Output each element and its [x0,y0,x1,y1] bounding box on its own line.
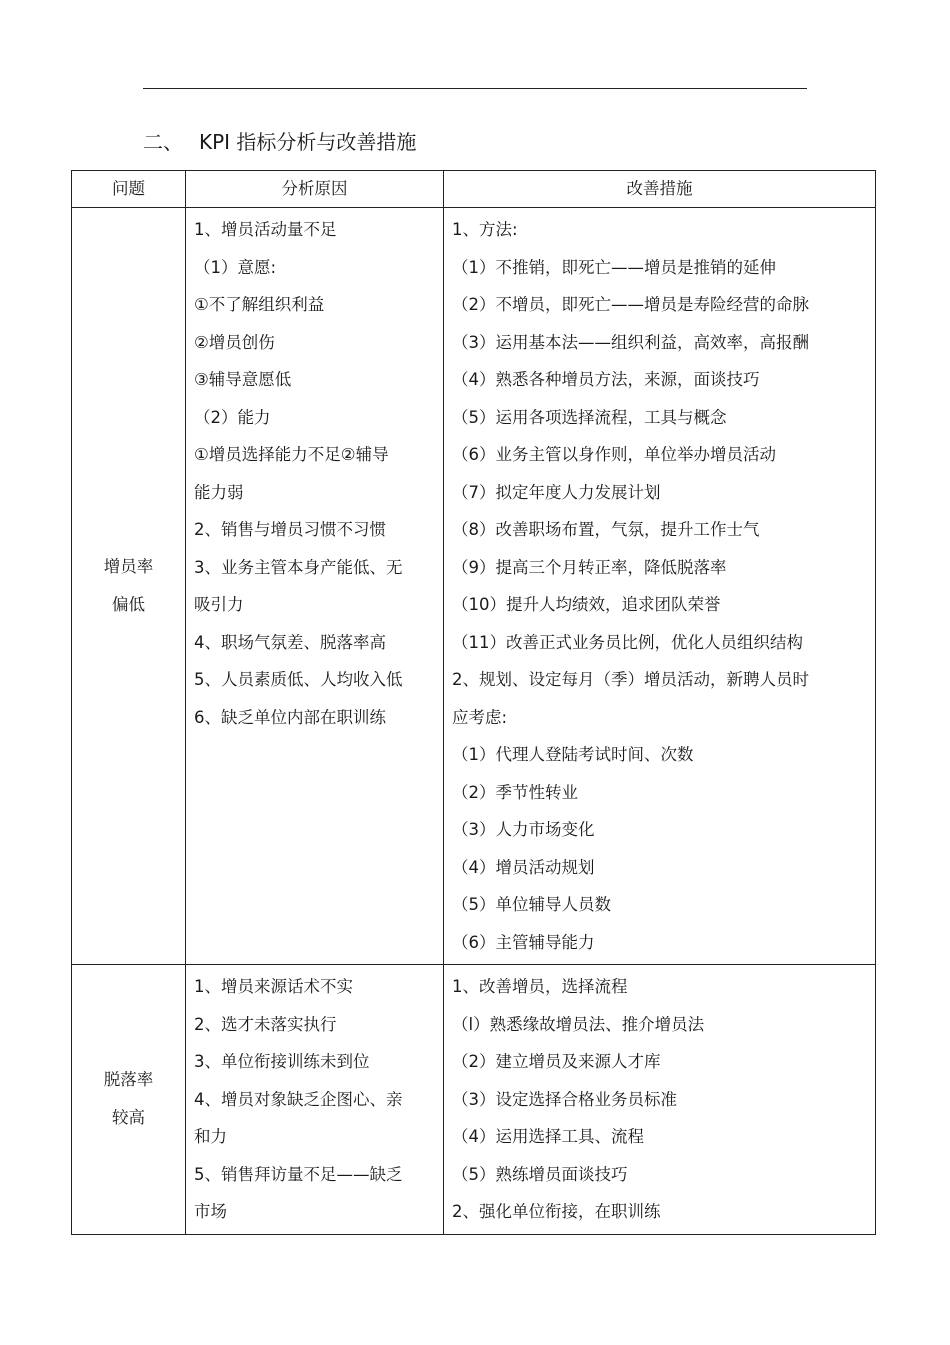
issue-cell [72,965,186,1235]
analysis-line: 吸引力 [194,595,244,614]
measure-line: （5）运用各项选择流程，工具与概念 [452,407,727,427]
measure-line: （1）代理人登陆考试时间、次数 [452,745,694,764]
analysis-line: 4、增员对象缺乏企图心、亲 [194,1089,403,1109]
table-body [72,208,876,1235]
table-row [72,965,876,1235]
analysis-line: ②增员创伤 [194,332,275,352]
analysis-line: 3、单位衔接训练未到位 [194,1052,370,1071]
header-issue: 问题 [72,171,186,208]
table-header-row [72,171,876,208]
measure-line: （4）运用选择工具、流程 [452,1127,644,1146]
measure-line: （11）改善正式业务员比例，优化人员组织结构 [452,632,803,652]
measure-line: （3）运用基本法——组织利益，高效率，高报酬 [452,332,809,352]
measure-line: （6）业务主管以身作则，单位举办增员活动 [452,445,776,464]
analysis-line: 6、缺乏单位内部在职训练 [194,707,386,727]
measure-line: （3）设定选择合格业务员标准 [452,1089,677,1109]
analysis-line: 市场 [194,1202,227,1221]
analysis-cell [186,208,444,965]
measure-line: （2）建立增员及来源人才库 [452,1052,661,1071]
measure-line: 2、强化单位衔接，在职训练 [452,1202,661,1221]
issue-label: 较高 [112,1108,145,1128]
analysis-line: ①增员选择能力不足②辅导 [194,445,389,464]
analysis-line: 4、职场气氛差、脱落率高 [194,632,386,652]
measure-line: （4）熟悉各种增员方法，来源，面谈技巧 [452,370,760,389]
analysis-line: 和力 [194,1127,227,1146]
measure-line: （2）季节性转业 [452,782,578,802]
analysis-line: ①不了解组织利益 [194,295,325,314]
analysis-line: 能力弱 [194,482,244,502]
analysis-line: 1、增员活动量不足 [194,220,337,239]
analysis-line: 5、销售拜访量不足——缺乏 [194,1164,403,1184]
measure-line: 应考虑: [452,707,508,727]
measure-line: （10）提升人均绩效，追求团队荣誉 [452,595,721,614]
measure-line: （3）人力市场变化 [452,820,595,839]
measure-line: 1、方法: [452,220,518,239]
analysis-line: 2、选才未落实执行 [194,1014,337,1034]
kpi-table [71,170,876,1235]
measure-line: （5）单位辅导人员数 [452,895,611,914]
header-analysis: 分析原因 [186,171,444,208]
analysis-line: （1）意愿: [194,257,277,277]
analysis-line: （2）能力 [194,407,271,427]
measure-line: （9）提高三个月转正率，降低脱落率 [452,557,727,577]
top-divider [143,88,807,89]
measure-line: （4）增员活动规划 [452,857,595,877]
measure-line: （6）主管辅导能力 [452,932,595,952]
analysis-line: 3、业务主管本身产能低、无 [194,557,403,577]
measure-line: （1）不推销，即死亡——增员是推销的延伸 [452,257,776,277]
issue-label: 脱落率 [103,1070,154,1090]
analysis-line: 2、销售与增员习惯不习惯 [194,520,386,539]
issue-cell [72,208,186,965]
analysis-line: 5、人员素质低、人均收入低 [194,670,403,689]
measure-line: （8）改善职场布置，气氛，提升工作士气 [452,520,760,539]
measure-line: 2、规划、设定每月（季）增员活动，新聘人员时 [452,670,809,689]
issue-label: 增员率 [103,557,154,576]
table-row [72,208,876,965]
measure-line: （7）拟定年度人力发展计划 [452,482,661,502]
section-number: 二、 [143,130,183,154]
measure-line: （2）不增员，即死亡——增员是寿险经营的命脉 [452,295,809,314]
measure-line: 1、改善增员，选择流程 [452,977,628,996]
measure-line: （l）熟悉缘故增员法、推介增员法 [452,1014,705,1034]
header-measures: 改善措施 [444,171,876,208]
measure-line: （5）熟练增员面谈技巧 [452,1164,628,1184]
measures-cell [444,965,876,1235]
measures-cell [444,208,876,965]
analysis-line: 1、增员来源话术不实 [194,977,353,996]
analysis-line: ③辅导意愿低 [194,370,292,389]
section-title [143,126,416,158]
issue-label: 偏低 [112,595,145,614]
analysis-cell [186,965,444,1235]
section-title-text: KPI 指标分析与改善措施 [199,130,417,154]
